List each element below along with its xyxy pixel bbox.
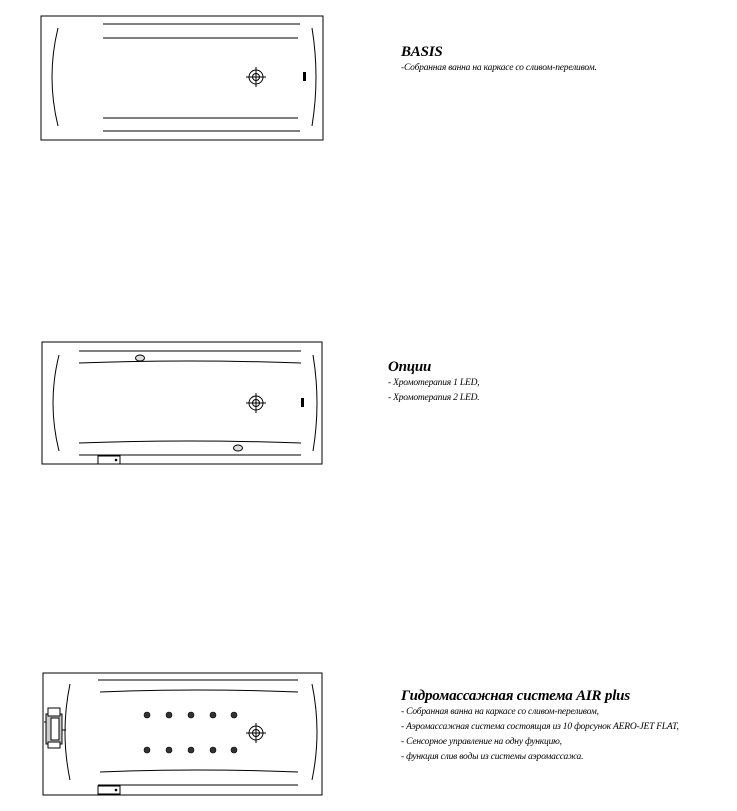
tub-right-curve	[312, 684, 317, 780]
section-title: Опции	[388, 359, 432, 375]
section-line: - Аэромассажная система состоящая из 10 форсунок AERO-JET FLAT,	[401, 722, 679, 732]
tub-left-curve	[65, 684, 70, 780]
tub-right-curve	[313, 355, 317, 451]
air-jet-icon	[144, 712, 237, 753]
tub-rim-bottom-inner	[79, 441, 301, 443]
tub-rim-top-inner	[100, 690, 298, 692]
bathtub-diagram-basis	[38, 14, 328, 144]
section-line: - Собранная ванна на каркасе со сливом-переливом,	[401, 707, 599, 717]
section-line: - функция слив воды из системы аэромассажа.	[401, 752, 584, 762]
tub-rim-top-inner	[79, 361, 301, 363]
section-air-plus	[401, 687, 679, 765]
tub-rim-bottom-inner	[100, 770, 298, 772]
section-title: BASIS	[401, 44, 443, 60]
bathtub-diagram-air-plus	[40, 670, 330, 798]
drain-icon	[246, 723, 266, 743]
section-line: - Хромотерапия 1 LED,	[388, 378, 480, 388]
tub-outline	[41, 16, 323, 140]
drain-icon	[246, 393, 266, 413]
section-options	[388, 358, 479, 406]
section-title: Гидромассажная система AIR plus	[401, 688, 630, 704]
control-panel-icon	[98, 786, 120, 794]
led-light-icon	[136, 355, 243, 451]
tub-left-curve	[53, 355, 59, 451]
tub-left-curve	[52, 28, 58, 126]
section-line: -Собранная ванна на каркасе со сливом-переливом.	[401, 63, 597, 73]
section-line: - Хромотерапия 2 LED.	[388, 393, 480, 403]
drain-icon	[246, 67, 266, 87]
control-panel-icon	[98, 456, 120, 464]
overflow-icon	[303, 72, 306, 81]
overflow-icon	[301, 398, 304, 407]
tub-outline	[42, 342, 322, 464]
bathtub-diagram-options	[39, 341, 329, 469]
section-line: - Сенсорное управление на одну функцию,	[401, 737, 562, 747]
section-basis	[401, 43, 597, 76]
tub-right-curve	[312, 28, 316, 126]
air-blower-icon	[44, 708, 66, 748]
